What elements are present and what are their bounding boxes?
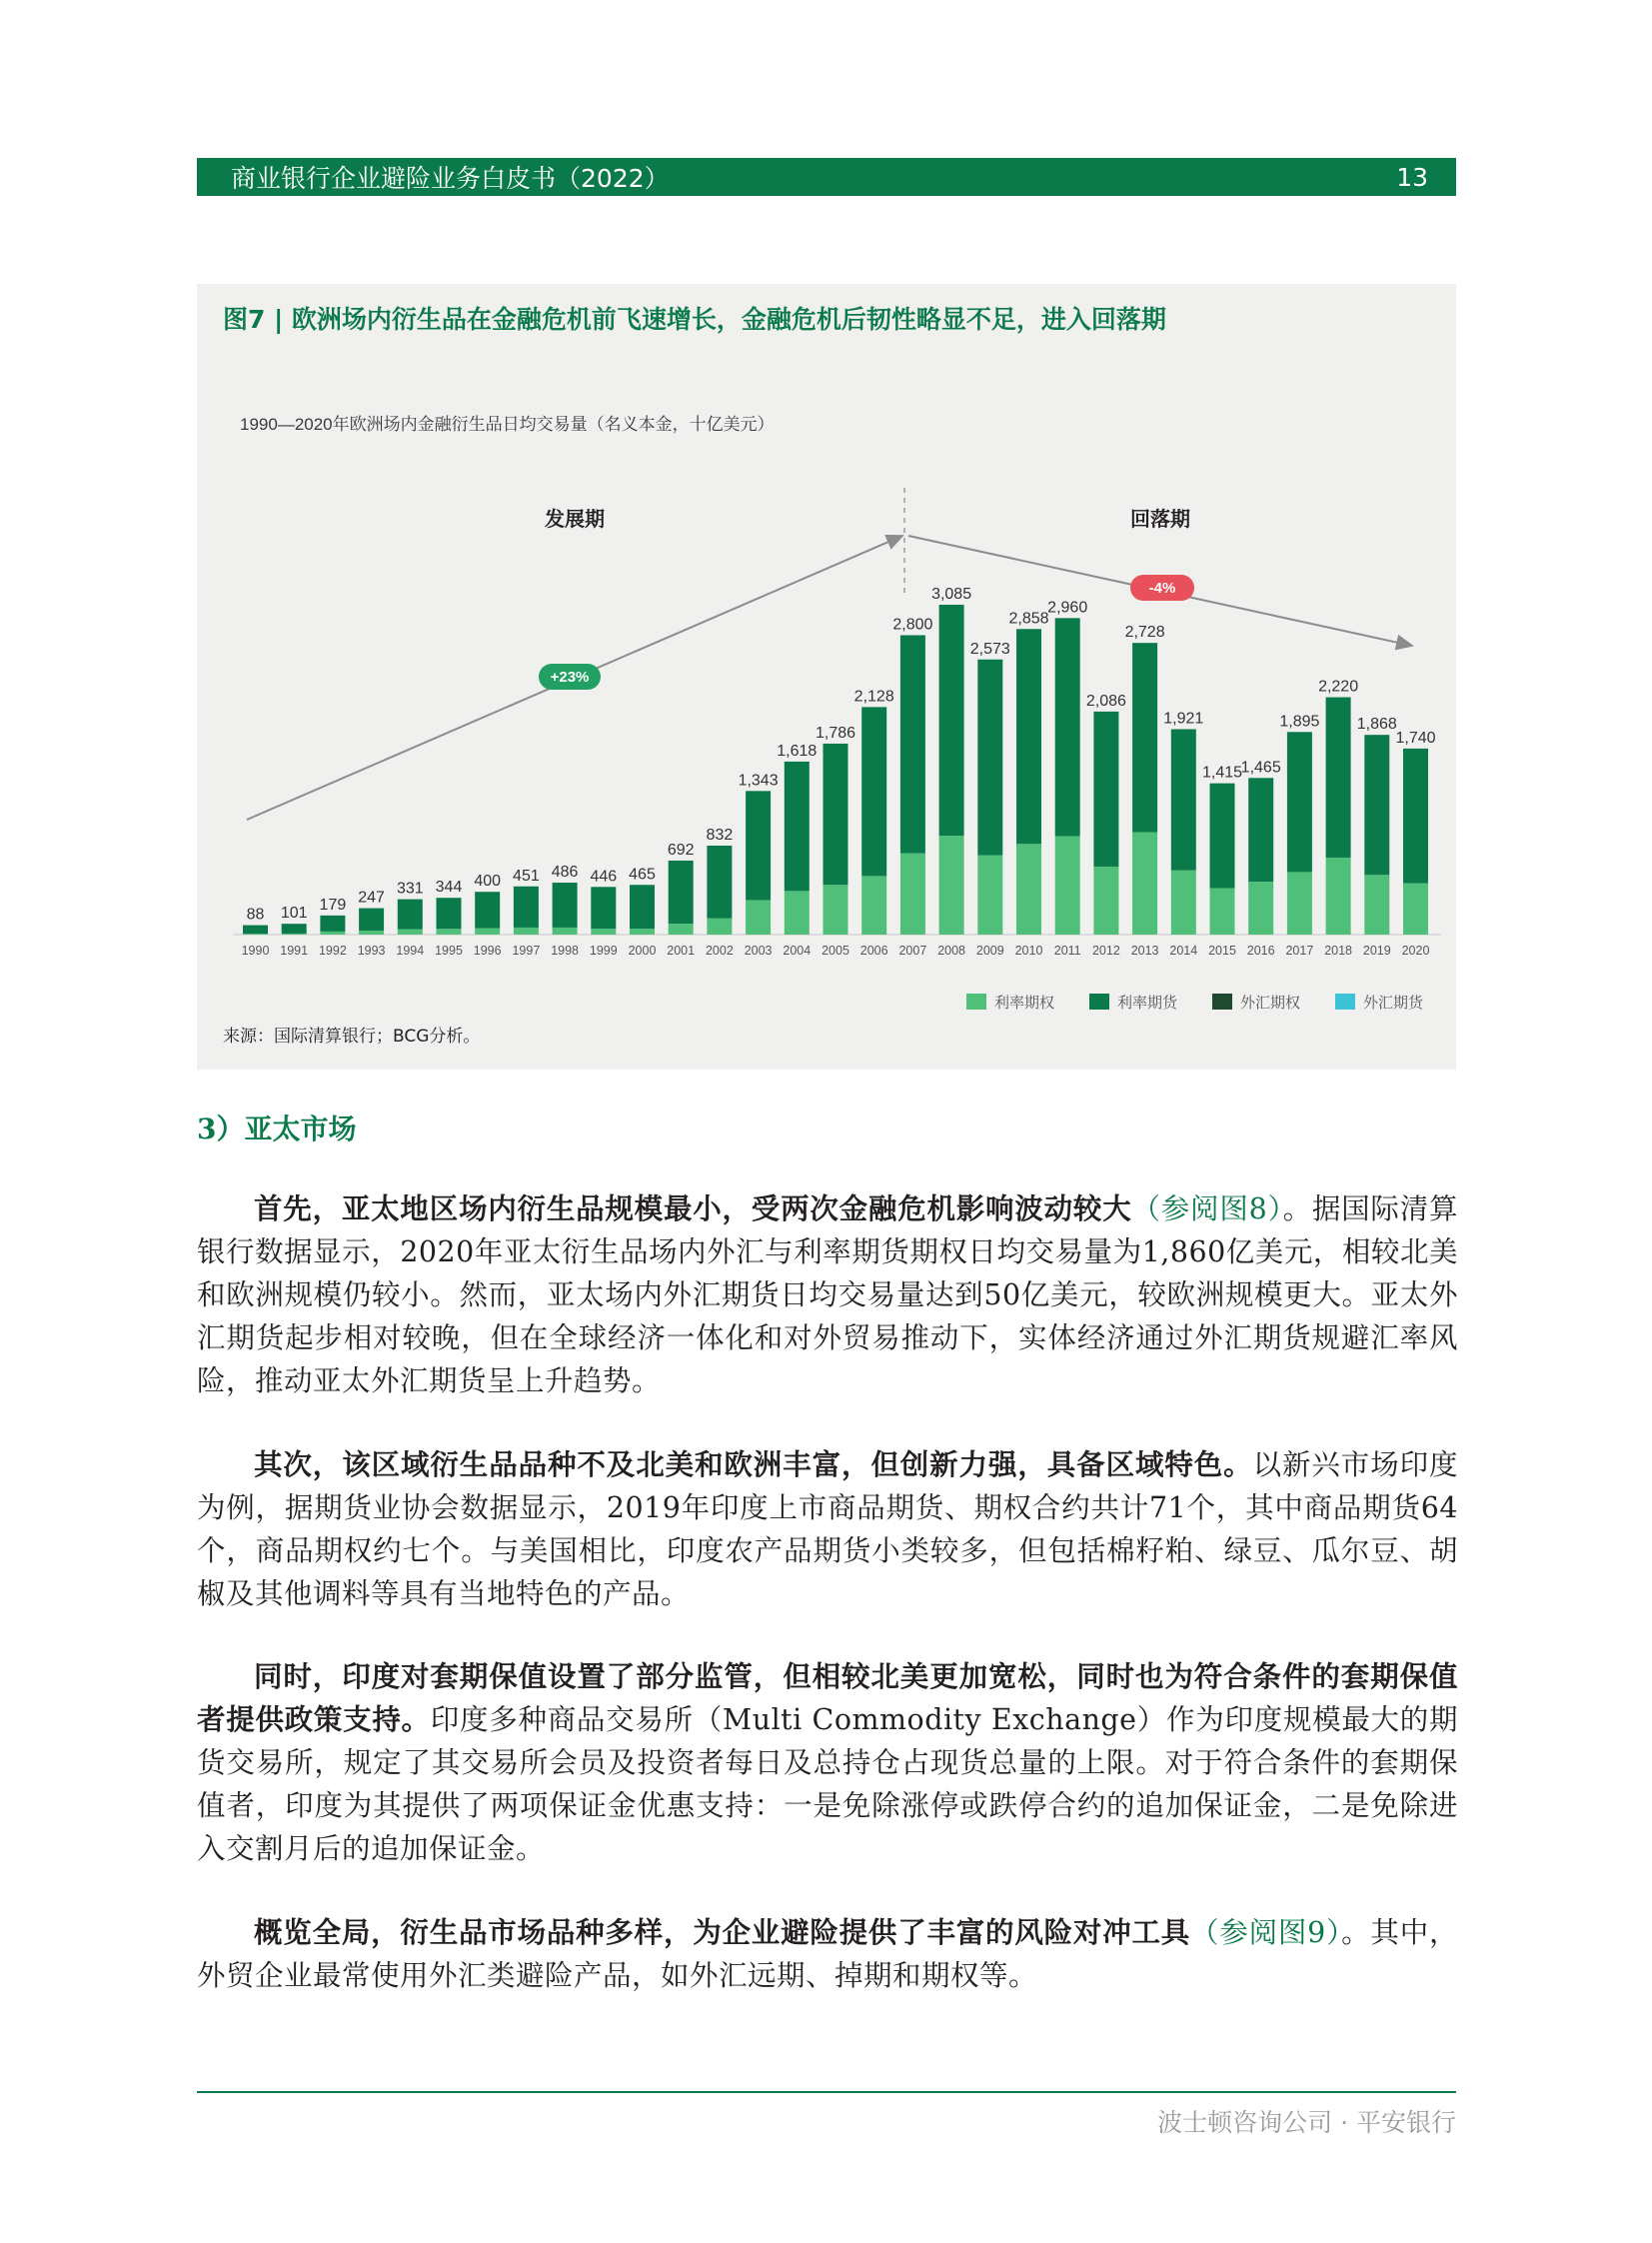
x-tick-2018: 2018 — [1324, 944, 1353, 958]
bar-2019-series-0 — [1364, 875, 1389, 935]
x-tick-2009: 2009 — [975, 944, 1004, 958]
x-tick-2019: 2019 — [1362, 944, 1391, 958]
data-label-1996: 400 — [474, 873, 502, 891]
data-label-2014: 1,921 — [1163, 710, 1204, 728]
bar-1998-series-0 — [553, 928, 578, 935]
bar-2007-series-1 — [900, 635, 925, 853]
data-label-1993: 247 — [358, 889, 385, 907]
bar-2013-series-0 — [1132, 833, 1157, 935]
bar-1999-series-0 — [591, 929, 616, 935]
bar-2011-series-1 — [1055, 618, 1080, 836]
legend-item-3 — [1335, 994, 1424, 1012]
paragraph-2-lead: 其次，该区域衍生品品种不及北美和欧洲丰富，但创新力强，具备区域特色。 — [254, 1447, 1253, 1481]
bar-1993-series-1 — [359, 909, 384, 931]
bar-2019-series-1 — [1364, 735, 1389, 875]
x-tick-2016: 2016 — [1246, 944, 1275, 958]
bar-1996-series-1 — [475, 892, 500, 928]
data-label-2010: 2,858 — [1008, 610, 1049, 628]
phase-right-label: 回落期 — [1130, 507, 1190, 531]
data-label-2004: 1,618 — [777, 742, 818, 760]
x-tick-2015: 2015 — [1208, 944, 1236, 958]
bar-2006-series-0 — [861, 876, 886, 935]
data-label-2013: 2,728 — [1124, 624, 1165, 642]
data-label-2007: 2,800 — [892, 616, 933, 634]
x-tick-2006: 2006 — [859, 944, 888, 958]
x-tick-2002: 2002 — [705, 944, 734, 958]
bar-1998-series-1 — [553, 883, 578, 928]
figure-panel — [197, 284, 1456, 1070]
bar-2006-series-1 — [861, 707, 886, 876]
bar-2005-series-0 — [824, 885, 848, 935]
bar-1997-series-1 — [514, 887, 539, 928]
bar-2014-series-1 — [1171, 730, 1196, 871]
legend-label-2: 外汇期权 — [1240, 994, 1301, 1012]
bar-2009-series-1 — [977, 660, 1002, 856]
paragraph-3-body: 印度多种商品交易所（Multi Commodity Exchange）作为印度规模最大的期货交易所，规定了其交易所会员及投资者每日及总持仓占现货总量的上限。对于符合条件的套期保值者，印度为其提供了两项保证金优惠支持：一是免除涨停或跌停合约的追加保证金，二是免除进入交割月后的追加保证金。 — [197, 1703, 1458, 1865]
bar-2004-series-0 — [785, 891, 810, 935]
footer-text: 波士顿咨询公司 · 平安银行 — [1157, 2108, 1456, 2137]
data-label-2002: 832 — [706, 827, 734, 845]
bar-2020-series-0 — [1403, 884, 1428, 935]
data-label-2009: 2,573 — [969, 640, 1010, 658]
bar-2012-series-0 — [1093, 867, 1118, 935]
figure-source: 来源：国际清算银行；BCG分析。 — [223, 1027, 481, 1047]
bar-2010-series-1 — [1016, 629, 1041, 844]
x-tick-2001: 2001 — [667, 944, 696, 958]
chart-subtitle: 1990—2020年欧洲场内金融衍生品日均交易量（名义本金，十亿美元） — [240, 415, 775, 434]
data-label-2000: 465 — [629, 866, 656, 884]
x-tick-2008: 2008 — [937, 944, 966, 958]
growth-badge-left-label: +23% — [550, 669, 590, 686]
x-tick-2012: 2012 — [1091, 944, 1120, 958]
paragraph-2-body: 以新兴市场印度为例，据期货业协会数据显示，2019年印度上市商品期货、期权合约共计71个，其中商品期货64个，商品期权约七个。与美国相比，印度农产品期货小类较多，但包括棉籽粕、绿豆、瓜尔豆、胡椒及其他调料等具有当地特色的产品。 — [197, 1448, 1458, 1610]
bar-1991-series-0 — [282, 934, 307, 935]
paragraph-4-body: 。其中，外贸企业最常使用外汇类避险产品，如外汇远期、掉期和期权等。 — [197, 1916, 1458, 1992]
x-tick-1991: 1991 — [280, 944, 309, 958]
data-label-2012: 2,086 — [1085, 692, 1126, 710]
bar-2016-series-0 — [1248, 882, 1273, 935]
bar-2017-series-1 — [1287, 732, 1312, 872]
bar-1990-series-1 — [243, 926, 268, 935]
data-label-2008: 3,085 — [931, 585, 972, 603]
x-tick-1999: 1999 — [589, 944, 618, 958]
data-label-2018: 2,220 — [1318, 678, 1359, 696]
paragraph-4-lead: 概览全局，衍生品市场品种多样，为企业避险提供了丰富的风险对冲工具 — [254, 1915, 1191, 1949]
data-label-2016: 1,465 — [1240, 759, 1281, 777]
growth-badge-left — [539, 664, 601, 690]
x-tick-1994: 1994 — [396, 944, 425, 958]
paragraph-1-ref[interactable]: （参阅图8） — [1131, 1192, 1283, 1225]
x-tick-1997: 1997 — [512, 944, 541, 958]
growth-badge-right-label: -4% — [1148, 580, 1176, 597]
paragraph-1-body: 。据国际清算银行数据显示，2020年亚太衍生品场内外汇与利率期货期权日均交易量为1,860亿美元，相较北美和欧洲规模仍较小。然而，亚太场内外汇期货日均交易量达到50亿美元，较欧洲规模更大。亚太外汇期货起步相对较晚，但在全球经济一体化和对外贸易推动下，实体经济通过外汇期货规避汇率风险，推动亚太外汇期货呈上升趋势。 — [197, 1192, 1458, 1397]
bar-2000-series-1 — [630, 885, 655, 929]
bar-1995-series-0 — [437, 929, 462, 935]
bar-1996-series-0 — [475, 929, 500, 935]
bar-1999-series-1 — [591, 887, 616, 929]
data-label-1994: 331 — [396, 880, 424, 898]
data-label-2006: 2,128 — [853, 688, 894, 706]
data-label-2005: 1,786 — [815, 724, 856, 742]
bar-layer — [242, 586, 1436, 958]
bar-2015-series-1 — [1210, 784, 1235, 889]
growth-badge-right — [1130, 575, 1194, 601]
bar-2012-series-1 — [1093, 712, 1118, 867]
bar-2018-series-0 — [1326, 858, 1351, 935]
bar-2011-series-0 — [1055, 837, 1080, 935]
bar-2020-series-1 — [1403, 749, 1428, 884]
legend-item-1 — [1089, 994, 1178, 1012]
data-label-2003: 1,343 — [738, 772, 779, 790]
bar-2008-series-0 — [939, 836, 964, 935]
x-tick-1995: 1995 — [435, 944, 463, 958]
data-label-1999: 446 — [590, 868, 618, 886]
bar-2017-series-0 — [1287, 872, 1312, 935]
x-tick-1992: 1992 — [318, 944, 347, 958]
document-title: 商业银行企业避险业务白皮书（2022） — [231, 164, 670, 193]
paragraph-3 — [197, 1655, 1458, 1870]
bar-1994-series-1 — [398, 900, 423, 930]
legend-label-1: 利率期货 — [1117, 994, 1178, 1012]
bar-1990-series-0 — [243, 934, 268, 935]
data-label-1990: 88 — [246, 906, 265, 924]
bar-1995-series-1 — [437, 898, 462, 929]
bar-2009-series-0 — [977, 856, 1002, 935]
paragraph-3-lead: 同时，印度对套期保值设置了部分监管，但相较北美更加宽松，同时也为符合条件的套期保值者提供政策支持。 — [197, 1659, 1458, 1736]
paragraph-4 — [197, 1911, 1458, 1997]
bar-2016-series-1 — [1248, 778, 1273, 882]
section-heading: 3）亚太市场 — [197, 1113, 357, 1145]
data-label-1997: 451 — [513, 867, 540, 885]
bar-2018-series-1 — [1326, 698, 1351, 858]
bar-2005-series-1 — [824, 744, 848, 885]
phase-left-label: 发展期 — [545, 507, 605, 531]
bar-2000-series-0 — [630, 929, 655, 935]
data-label-1991: 101 — [280, 905, 308, 923]
bar-2002-series-1 — [707, 846, 732, 919]
bar-2014-series-0 — [1171, 871, 1196, 935]
bar-2015-series-0 — [1210, 888, 1235, 935]
legend-swatch-3 — [1335, 994, 1355, 1010]
chart — [197, 284, 1456, 1070]
data-label-2001: 692 — [667, 841, 695, 859]
x-tick-2011: 2011 — [1053, 944, 1081, 958]
x-tick-1990: 1990 — [241, 944, 270, 958]
bar-1993-series-0 — [359, 931, 384, 935]
paragraph-1 — [197, 1187, 1458, 1402]
bar-1994-series-0 — [398, 930, 423, 935]
x-tick-2005: 2005 — [822, 944, 849, 958]
header-bar — [197, 158, 1456, 196]
bar-1992-series-1 — [320, 916, 345, 932]
x-tick-2013: 2013 — [1130, 944, 1159, 958]
paragraph-2 — [197, 1443, 1458, 1615]
legend-swatch-2 — [1212, 994, 1232, 1010]
bar-2008-series-1 — [939, 605, 964, 836]
x-tick-2000: 2000 — [628, 944, 657, 958]
legend-item-2 — [1212, 994, 1300, 1012]
x-tick-2017: 2017 — [1285, 944, 1314, 958]
x-tick-1996: 1996 — [473, 944, 502, 958]
bar-1991-series-1 — [282, 924, 307, 934]
bar-2002-series-0 — [707, 919, 732, 935]
x-tick-2003: 2003 — [744, 944, 773, 958]
x-tick-2004: 2004 — [783, 944, 812, 958]
x-tick-2010: 2010 — [1014, 944, 1043, 958]
bar-2003-series-0 — [746, 900, 771, 935]
x-tick-1998: 1998 — [551, 944, 580, 958]
bar-1997-series-0 — [514, 928, 539, 935]
data-label-2020: 1,740 — [1395, 729, 1436, 747]
legend-label-3: 外汇期货 — [1363, 994, 1424, 1012]
bar-2004-series-1 — [785, 762, 810, 891]
paragraph-4-ref[interactable]: （参阅图9） — [1190, 1916, 1342, 1949]
data-label-1995: 344 — [435, 879, 463, 897]
data-label-2015: 1,415 — [1201, 764, 1243, 782]
x-tick-2014: 2014 — [1169, 944, 1198, 958]
data-label-2019: 1,868 — [1356, 716, 1397, 734]
legend-swatch-1 — [1089, 994, 1109, 1010]
bar-2007-series-0 — [900, 854, 925, 935]
data-label-1992: 179 — [319, 896, 347, 914]
x-tick-2020: 2020 — [1401, 944, 1430, 958]
bar-2010-series-0 — [1016, 844, 1041, 935]
x-tick-2007: 2007 — [898, 944, 927, 958]
bar-2003-series-1 — [746, 791, 771, 900]
bar-2001-series-0 — [669, 924, 694, 935]
data-label-1998: 486 — [551, 864, 579, 882]
footer-rule — [197, 2091, 1456, 2093]
data-label-2017: 1,895 — [1279, 713, 1320, 731]
legend-label-0: 利率期权 — [994, 994, 1055, 1012]
bar-2013-series-1 — [1132, 643, 1157, 832]
x-tick-1993: 1993 — [357, 944, 386, 958]
figure-title: 图7 | 欧洲场内衍生品在金融危机前飞速增长，金融危机后韧性略显不足，进入回落期 — [223, 305, 1166, 334]
legend-swatch-0 — [966, 994, 986, 1010]
bar-2001-series-1 — [669, 861, 694, 924]
bar-1992-series-0 — [320, 932, 345, 935]
data-label-2011: 2,960 — [1047, 599, 1088, 617]
page-number: 13 — [1396, 162, 1428, 192]
legend — [966, 994, 1424, 1012]
legend-item-0 — [966, 994, 1054, 1012]
paragraph-1-lead: 首先，亚太地区场内衍生品规模最小，受两次金融危机影响波动较大 — [254, 1191, 1132, 1225]
